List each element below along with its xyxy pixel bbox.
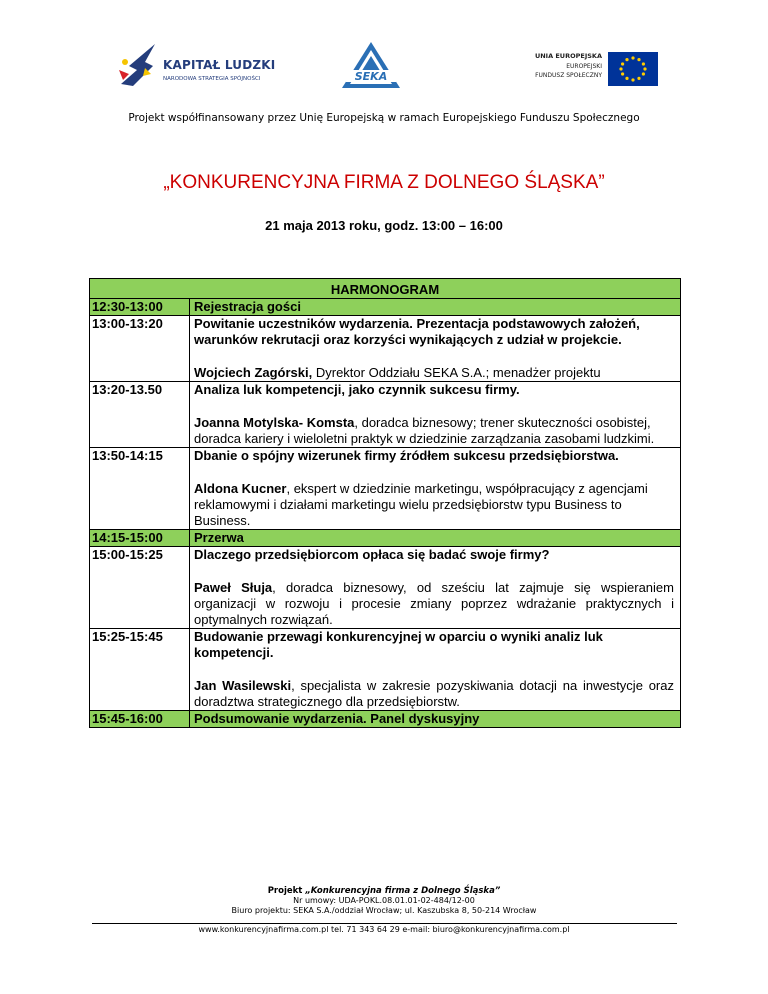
kapital-ludzki-logo	[115, 40, 315, 90]
footer-divider	[92, 923, 677, 924]
eu-flag-icon	[608, 52, 658, 86]
event-title: „KONKURENCYJNA FIRMA Z DOLNEGO ŚLĄSKA”	[163, 172, 605, 193]
row-topic: Przerwa	[194, 530, 244, 545]
row-time: 13:50-14:15	[90, 448, 190, 529]
row-topic: Podsumowanie wydarzenia. Panel dyskusyjny	[194, 711, 480, 726]
row-speaker	[194, 365, 674, 381]
eu-logo	[518, 50, 658, 90]
schedule-row	[90, 547, 680, 629]
row-time: 15:45-16:00	[90, 711, 190, 727]
row-topic: Analiza luk kompetencji, jako czynnik sukcesu firmy.	[194, 382, 520, 397]
row-time: 13:20-13.50	[90, 382, 190, 447]
row-time: 13:00-13:20	[90, 316, 190, 381]
row-speaker	[194, 580, 674, 628]
row-time: 15:25-15:45	[90, 629, 190, 710]
schedule-table	[89, 278, 681, 728]
speaker-name: Jan Wasilewski	[194, 678, 292, 693]
footer-office: Biuro projektu: SEKA S.A./oddział Wrocław; ul. Kaszubska 8, 50-214 Wrocław	[231, 906, 537, 915]
speaker-name: Wojciech Zagórski,	[194, 365, 313, 380]
speaker-description: , specjalista w zakresie pozyskiwania dotacji na inwestycje oraz doradztwa strategicznego dla przedsiębiorstw.	[194, 678, 674, 709]
footer-project	[0, 886, 768, 896]
schedule-row	[90, 448, 680, 530]
row-speaker	[194, 481, 674, 529]
row-speaker	[194, 678, 674, 710]
kapital-ludzki-subtitle: NARODOWA STRATEGIA SPÓJNOŚCI	[163, 76, 261, 82]
schedule-row	[90, 711, 680, 728]
speaker-name: Joanna Motylska- Komsta	[194, 415, 355, 430]
row-topic: Dlaczego przedsiębiorcom opłaca się badać swoje firmy?	[194, 547, 550, 562]
schedule-row	[90, 629, 680, 711]
kapital-ludzki-title: KAPITAŁ LUDZKI	[163, 58, 276, 72]
footer-project-name: „Konkurencyjna firma z Dolnego Śląska”	[305, 886, 501, 896]
eu-line-3: FUNDUSZ SPOŁECZNY	[535, 72, 602, 79]
row-time: 15:00-15:25	[90, 547, 190, 628]
row-topic: Budowanie przewagi konkurencyjnej w oparciu o wyniki analiz luk kompetencji.	[194, 629, 603, 660]
event-date: 21 maja 2013 roku, godz. 13:00 – 16:00	[265, 218, 503, 233]
schedule-row	[90, 316, 680, 382]
seka-logo-text: SEKA	[354, 70, 388, 83]
footer-contact: www.konkurencyjnafirma.com.pl tel. 71 343 64 29 e-mail: biuro@konkurencyjnafirma.com.pl	[198, 925, 570, 934]
schedule-row	[90, 382, 680, 448]
speaker-name: Aldona Kucner	[194, 481, 287, 496]
schedule-heading: HARMONOGRAM	[90, 279, 680, 299]
speaker-name: Paweł Słuja	[194, 580, 273, 595]
seka-logo	[340, 40, 402, 92]
row-speaker	[194, 415, 674, 447]
eu-line-1: UNIA EUROPEJSKA	[534, 52, 602, 60]
speaker-description: , doradca biznesowy; trener skuteczności osobistej, doradca kariery i wieloletni praktyk w dziedzinie zarządzania zasobami ludzkimi.	[194, 415, 655, 446]
row-topic: Dbanie o spójny wizerunek firmy źródłem sukcesu przedsiębiorstwa.	[194, 448, 619, 463]
speaker-description: , ekspert w dziedzinie marketingu, współpracujący z agencjami reklamowymi i działami marketingu wielu przedsiębiorstw typu Business to Business.	[194, 481, 648, 528]
row-topic: Powitanie uczestników wydarzenia. Prezentacja podstawowych założeń, warunków rekrutacji oraz korzyści wynikających z udział w projekcie.	[194, 316, 640, 347]
eu-line-2: EUROPEJSKI	[566, 63, 602, 70]
row-time: 12:30-13:00	[90, 299, 190, 315]
speaker-description: Dyrektor Oddziału SEKA S.A.; menadżer projektu	[312, 365, 601, 380]
schedule-row	[90, 299, 680, 316]
row-topic: Rejestracja gości	[194, 299, 301, 314]
speaker-description: , doradca biznesowy, od sześciu lat zajmuje się wspieraniem organizacji w rozwoju i procesie zmiany poprzez wdrażanie praktycznych i optymalnych rozwiązań.	[194, 580, 674, 627]
schedule-row	[90, 530, 680, 547]
footer-contract: Nr umowy: UDA-POKL.08.01.01-02-484/12-00	[293, 896, 475, 905]
row-time: 14:15-15:00	[90, 530, 190, 546]
kapital-ludzki-emblem-icon	[115, 40, 161, 90]
cofinancing-note: Projekt współfinansowany przez Unię Europejską w ramach Europejskiego Funduszu Społecznego	[128, 112, 640, 124]
footer	[0, 886, 768, 916]
footer-project-prefix: Projekt	[267, 886, 306, 896]
seka-triangle-icon	[340, 40, 402, 92]
